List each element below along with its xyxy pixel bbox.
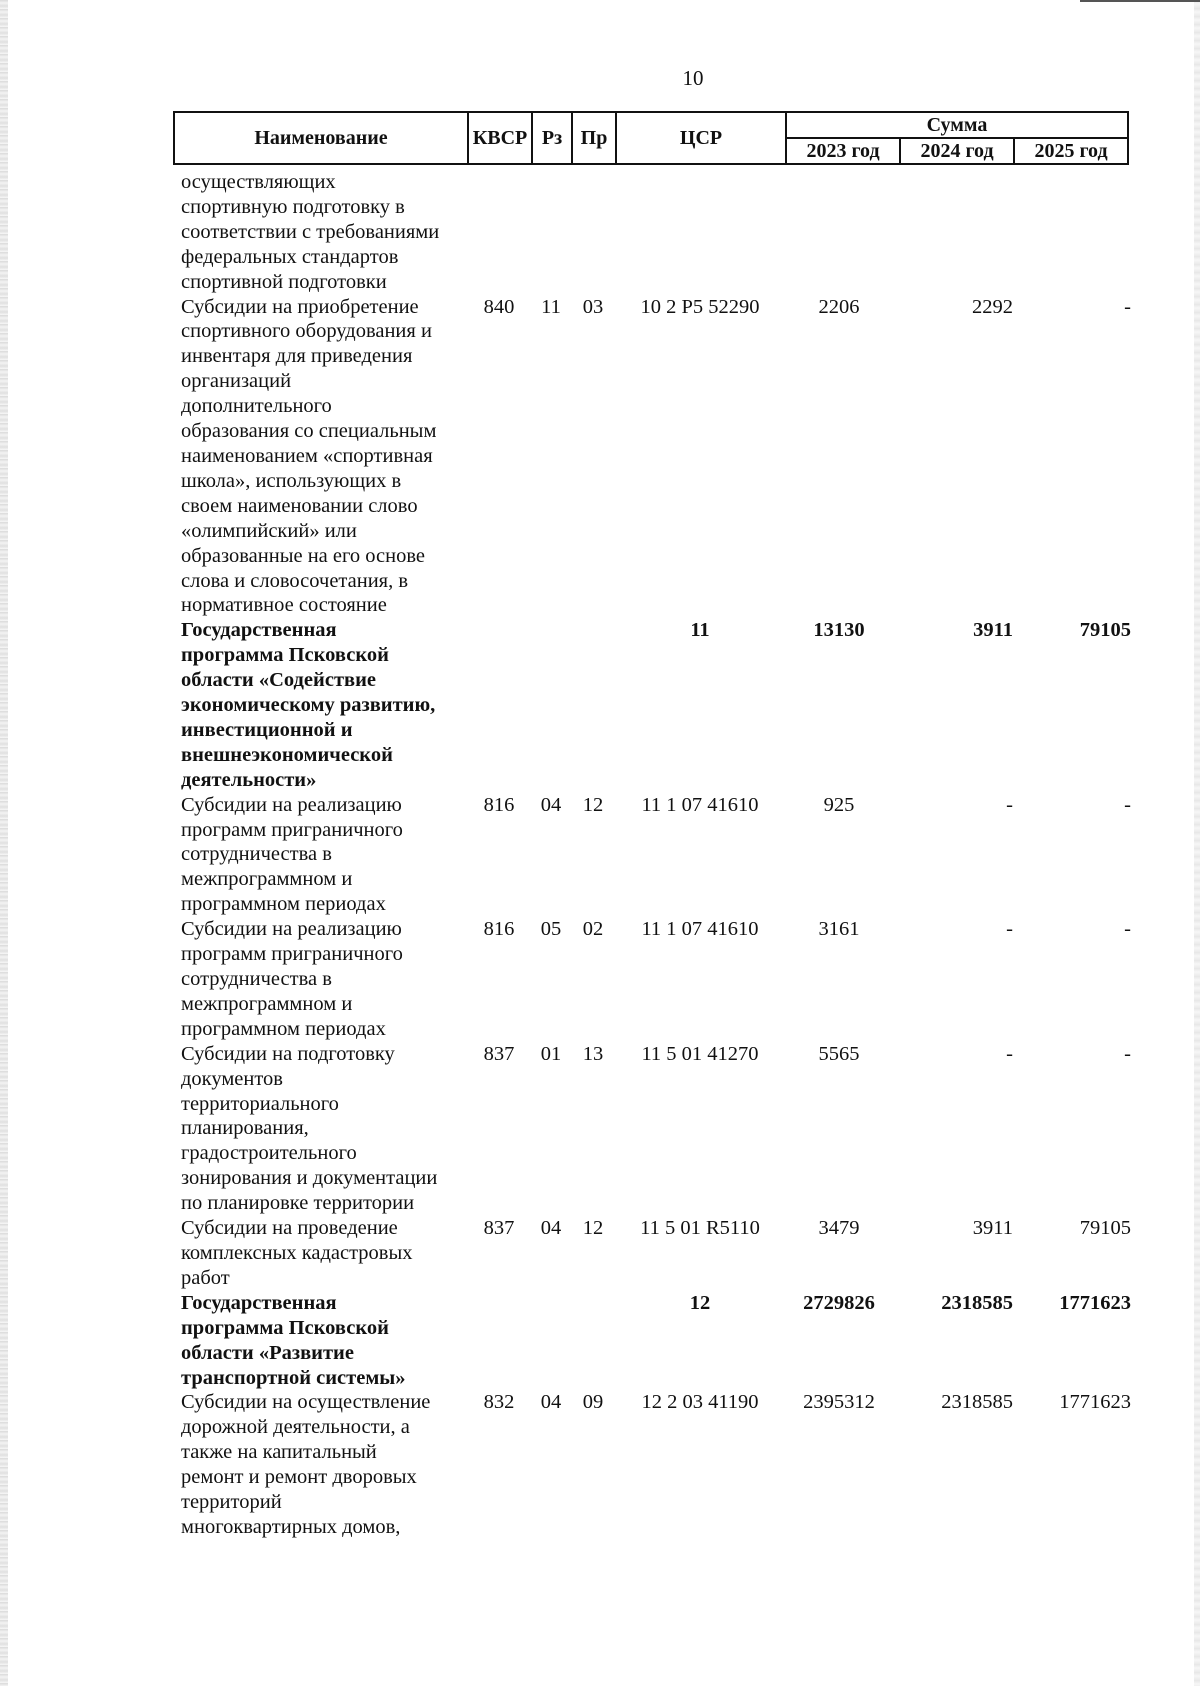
table-row xyxy=(173,618,1131,792)
table-row xyxy=(173,1216,1131,1291)
row-rz: 11 xyxy=(541,295,561,318)
row-y2024: 2292 xyxy=(972,295,1013,318)
scan-edge-right xyxy=(1194,0,1200,1686)
row-rz: 01 xyxy=(540,1042,562,1065)
row-csr: 12 xyxy=(689,1291,711,1314)
header-rz: Рз xyxy=(532,112,572,164)
row-pr: 13 xyxy=(582,1042,604,1065)
header-2025: 2025 год xyxy=(1014,138,1128,164)
row-name: Субсидии на приобретение спортивного оборудования и инвентаря для приведения организаций дополнительного образования со специальным наименованием «спортивная школа», использующих в своем наименовании слово «олимпийский» или образованные на его основе слова и словосочетания, в нормативное состояние xyxy=(181,295,437,617)
scan-top-line xyxy=(1080,0,1200,2)
row-y2024: 3911 xyxy=(972,1217,1013,1240)
row-pr: 12 xyxy=(582,793,604,816)
row-y2025: - xyxy=(1124,1042,1131,1065)
row-rz: 04 xyxy=(540,793,562,816)
row-csr: 11 1 07 41610 xyxy=(641,793,759,816)
table-header xyxy=(173,111,1129,165)
row-y2023: 2729826 xyxy=(803,1291,875,1314)
row-pr: 09 xyxy=(582,1391,604,1414)
header-csr: ЦСР xyxy=(616,112,786,164)
row-name: Субсидии на подготовку документов территориального планирования, градостроительного зонирования и документации по планировке территории xyxy=(181,1042,438,1215)
header-name: Наименование xyxy=(174,112,468,164)
row-pr: 02 xyxy=(582,918,604,941)
table-row xyxy=(173,1390,1131,1539)
header-2023: 2023 год xyxy=(786,138,900,164)
row-csr: 10 2 P5 52290 xyxy=(640,295,760,318)
row-csr: 11 xyxy=(690,619,710,642)
row-y2023: 3479 xyxy=(818,1217,860,1240)
table-row xyxy=(173,170,1113,295)
row-y2023: 13130 xyxy=(813,619,865,642)
row-y2023: 925 xyxy=(823,793,855,816)
row-name: Субсидии на осуществление дорожной деятельности, а также на капитальный ремонт и ремонт дворовых территорий многоквартирных домов, xyxy=(181,1391,431,1538)
table-body xyxy=(173,170,1131,1540)
row-y2024: - xyxy=(1006,1042,1013,1065)
row-y2023: 2395312 xyxy=(803,1391,875,1414)
row-y2024: - xyxy=(1006,793,1013,816)
row-csr: 11 1 07 41610 xyxy=(641,918,759,941)
row-name: Государственная программа Псковской области «Содействие экономическому развитию, инвестиционной и внешнеэкономической деятельности» xyxy=(181,619,436,791)
row-kvsr: 816 xyxy=(483,793,515,816)
row-rz: 04 xyxy=(540,1217,562,1240)
row-name: Государственная программа Псковской области «Развитие транспортной системы» xyxy=(181,1291,406,1389)
row-y2024: 2318585 xyxy=(941,1391,1013,1414)
row-name: Субсидии на реализацию программ приграничного сотрудничества в межпрограммном и программном периодах xyxy=(181,793,403,916)
row-y2024: 3911 xyxy=(973,619,1013,642)
row-csr: 11 5 01 41270 xyxy=(641,1042,759,1065)
row-y2024: 2318585 xyxy=(941,1291,1013,1314)
row-csr: 12 2 03 41190 xyxy=(641,1391,759,1414)
table-row xyxy=(173,295,1131,619)
row-kvsr: 837 xyxy=(483,1217,515,1240)
row-name: осуществляющих спортивную подготовку в соответствии с требованиями федеральных стандартов спортивной подготовки xyxy=(181,171,440,293)
table-row xyxy=(173,1291,1131,1391)
row-y2023: 3161 xyxy=(818,918,860,941)
row-kvsr: 837 xyxy=(483,1042,515,1065)
row-y2025: 1771623 xyxy=(1059,1291,1131,1314)
row-rz: 05 xyxy=(540,918,562,941)
row-kvsr: 816 xyxy=(483,918,515,941)
table-row xyxy=(173,917,1131,1042)
header-kvsr: КВСР xyxy=(468,112,532,164)
row-y2025: 79105 xyxy=(1079,1217,1131,1240)
page-number: 10 xyxy=(682,66,704,90)
row-kvsr: 832 xyxy=(483,1391,515,1414)
header-pr: Пр xyxy=(572,112,616,164)
header-sum: Сумма xyxy=(786,112,1128,138)
scan-edge-left xyxy=(0,0,8,1686)
row-pr: 03 xyxy=(582,295,604,318)
table-row xyxy=(173,1042,1131,1216)
row-name: Субсидии на проведение комплексных кадастровых работ xyxy=(181,1217,413,1289)
row-y2025: 79105 xyxy=(1079,619,1131,642)
header-2024: 2024 год xyxy=(900,138,1014,164)
row-kvsr: 840 xyxy=(483,295,515,318)
row-csr: 11 5 01 R5110 xyxy=(640,1217,760,1240)
row-y2023: 2206 xyxy=(818,295,860,318)
row-y2023: 5565 xyxy=(818,1042,860,1065)
table-row xyxy=(173,793,1131,918)
row-pr: 12 xyxy=(582,1217,604,1240)
row-rz: 04 xyxy=(540,1391,562,1414)
row-y2025: - xyxy=(1124,918,1131,941)
row-name: Субсидии на реализацию программ приграничного сотрудничества в межпрограммном и программном периодах xyxy=(181,918,403,1040)
row-y2025: - xyxy=(1124,295,1131,318)
row-y2024: - xyxy=(1006,918,1013,941)
row-y2025: 1771623 xyxy=(1059,1391,1131,1414)
row-y2025: - xyxy=(1124,793,1131,816)
